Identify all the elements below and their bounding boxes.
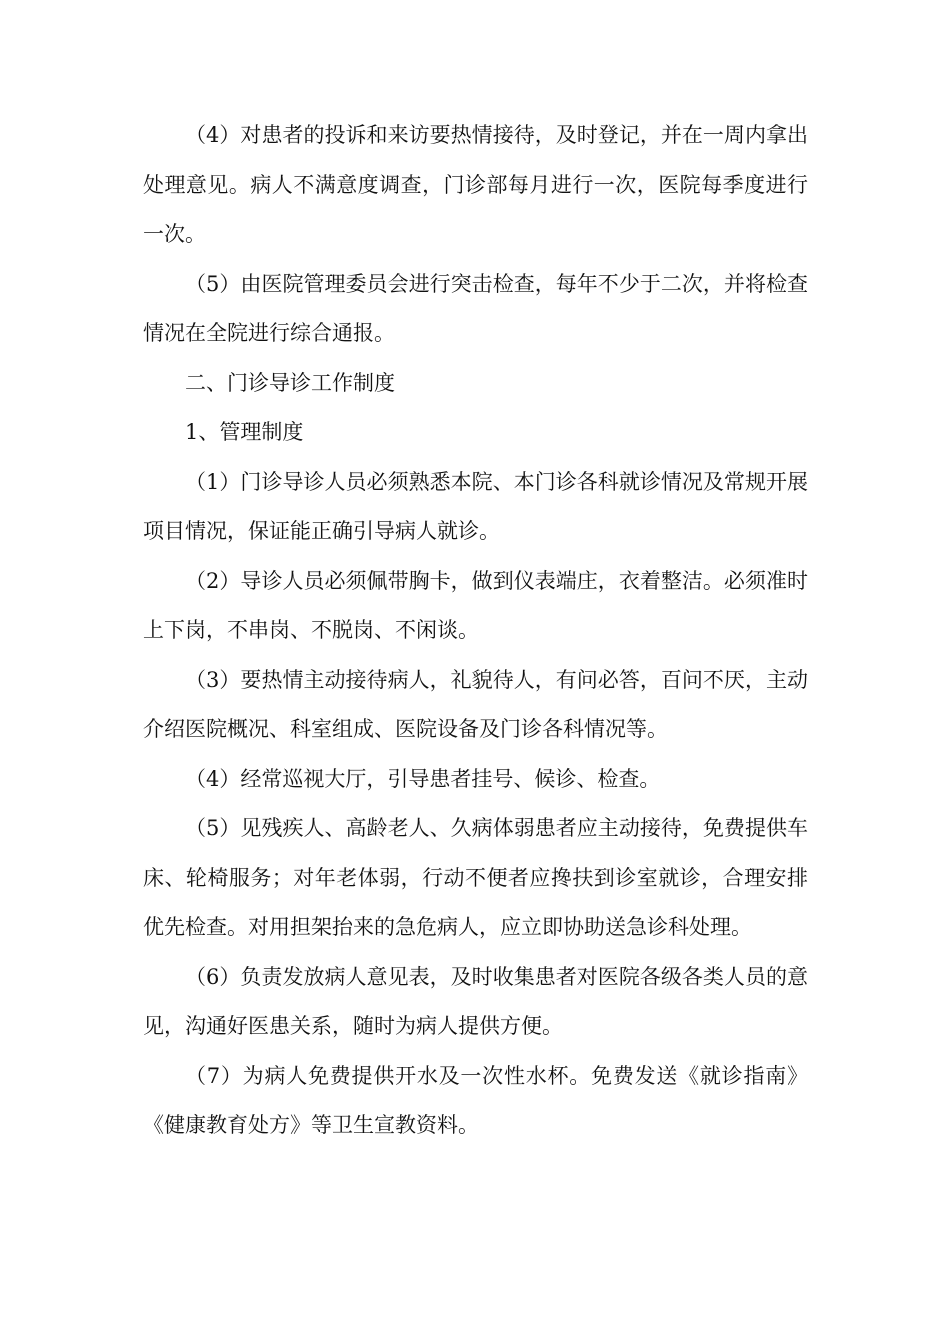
- paragraph-rule-6: （6）负责发放病人意见表，及时收集患者对医院各级各类人员的意见，沟通好医患关系，随时为病人提供方便。: [143, 964, 808, 1038]
- subsection-heading-management: 1、管理制度: [185, 420, 304, 444]
- paragraph-rule-2: （2）导诊人员必须佩带胸卡，做到仪表端庄，衣着整洁。必须准时上下岗，不串岗、不脱岗、不闲谈。: [143, 568, 808, 642]
- paragraph-rule-1: （1）门诊导诊人员必须熟悉本院、本门诊各科就诊情况及常规开展项目情况，保证能正确引导病人就诊。: [143, 469, 808, 543]
- paragraph-rule-3: （3）要热情主动接待病人，礼貌待人，有问必答，百问不厌，主动介绍医院概况、科室组成、医院设备及门诊各科情况等。: [143, 667, 808, 741]
- document-body: [143, 111, 808, 1151]
- paragraph-rule-7: （7）为病人免费提供开水及一次性水杯。免费发送《就诊指南》《健康教育处方》等卫生宣教资料。: [143, 1063, 808, 1137]
- paragraph-surprise-inspection: （5）由医院管理委员会进行突击检查，每年不少于二次，并将检查情况在全院进行综合通报。: [143, 271, 808, 345]
- paragraph-complaint-handling: （4）对患者的投诉和来访要热情接待，及时登记，并在一周内拿出处理意见。病人不满意度调查，门诊部每月进行一次，医院每季度进行一次。: [143, 123, 808, 246]
- paragraph-rule-5: （5）见残疾人、高龄老人、久病体弱患者应主动接待，免费提供车床、轮椅服务；对年老体弱，行动不便者应搀扶到诊室就诊，合理安排优先检查。对用担架抬来的急危病人，应立即协助送急诊科处理。: [143, 816, 808, 939]
- paragraph-rule-4: （4）经常巡视大厅，引导患者挂号、候诊、检查。: [185, 766, 661, 791]
- section-heading-guide-system: 二、门诊导诊工作制度: [185, 370, 395, 395]
